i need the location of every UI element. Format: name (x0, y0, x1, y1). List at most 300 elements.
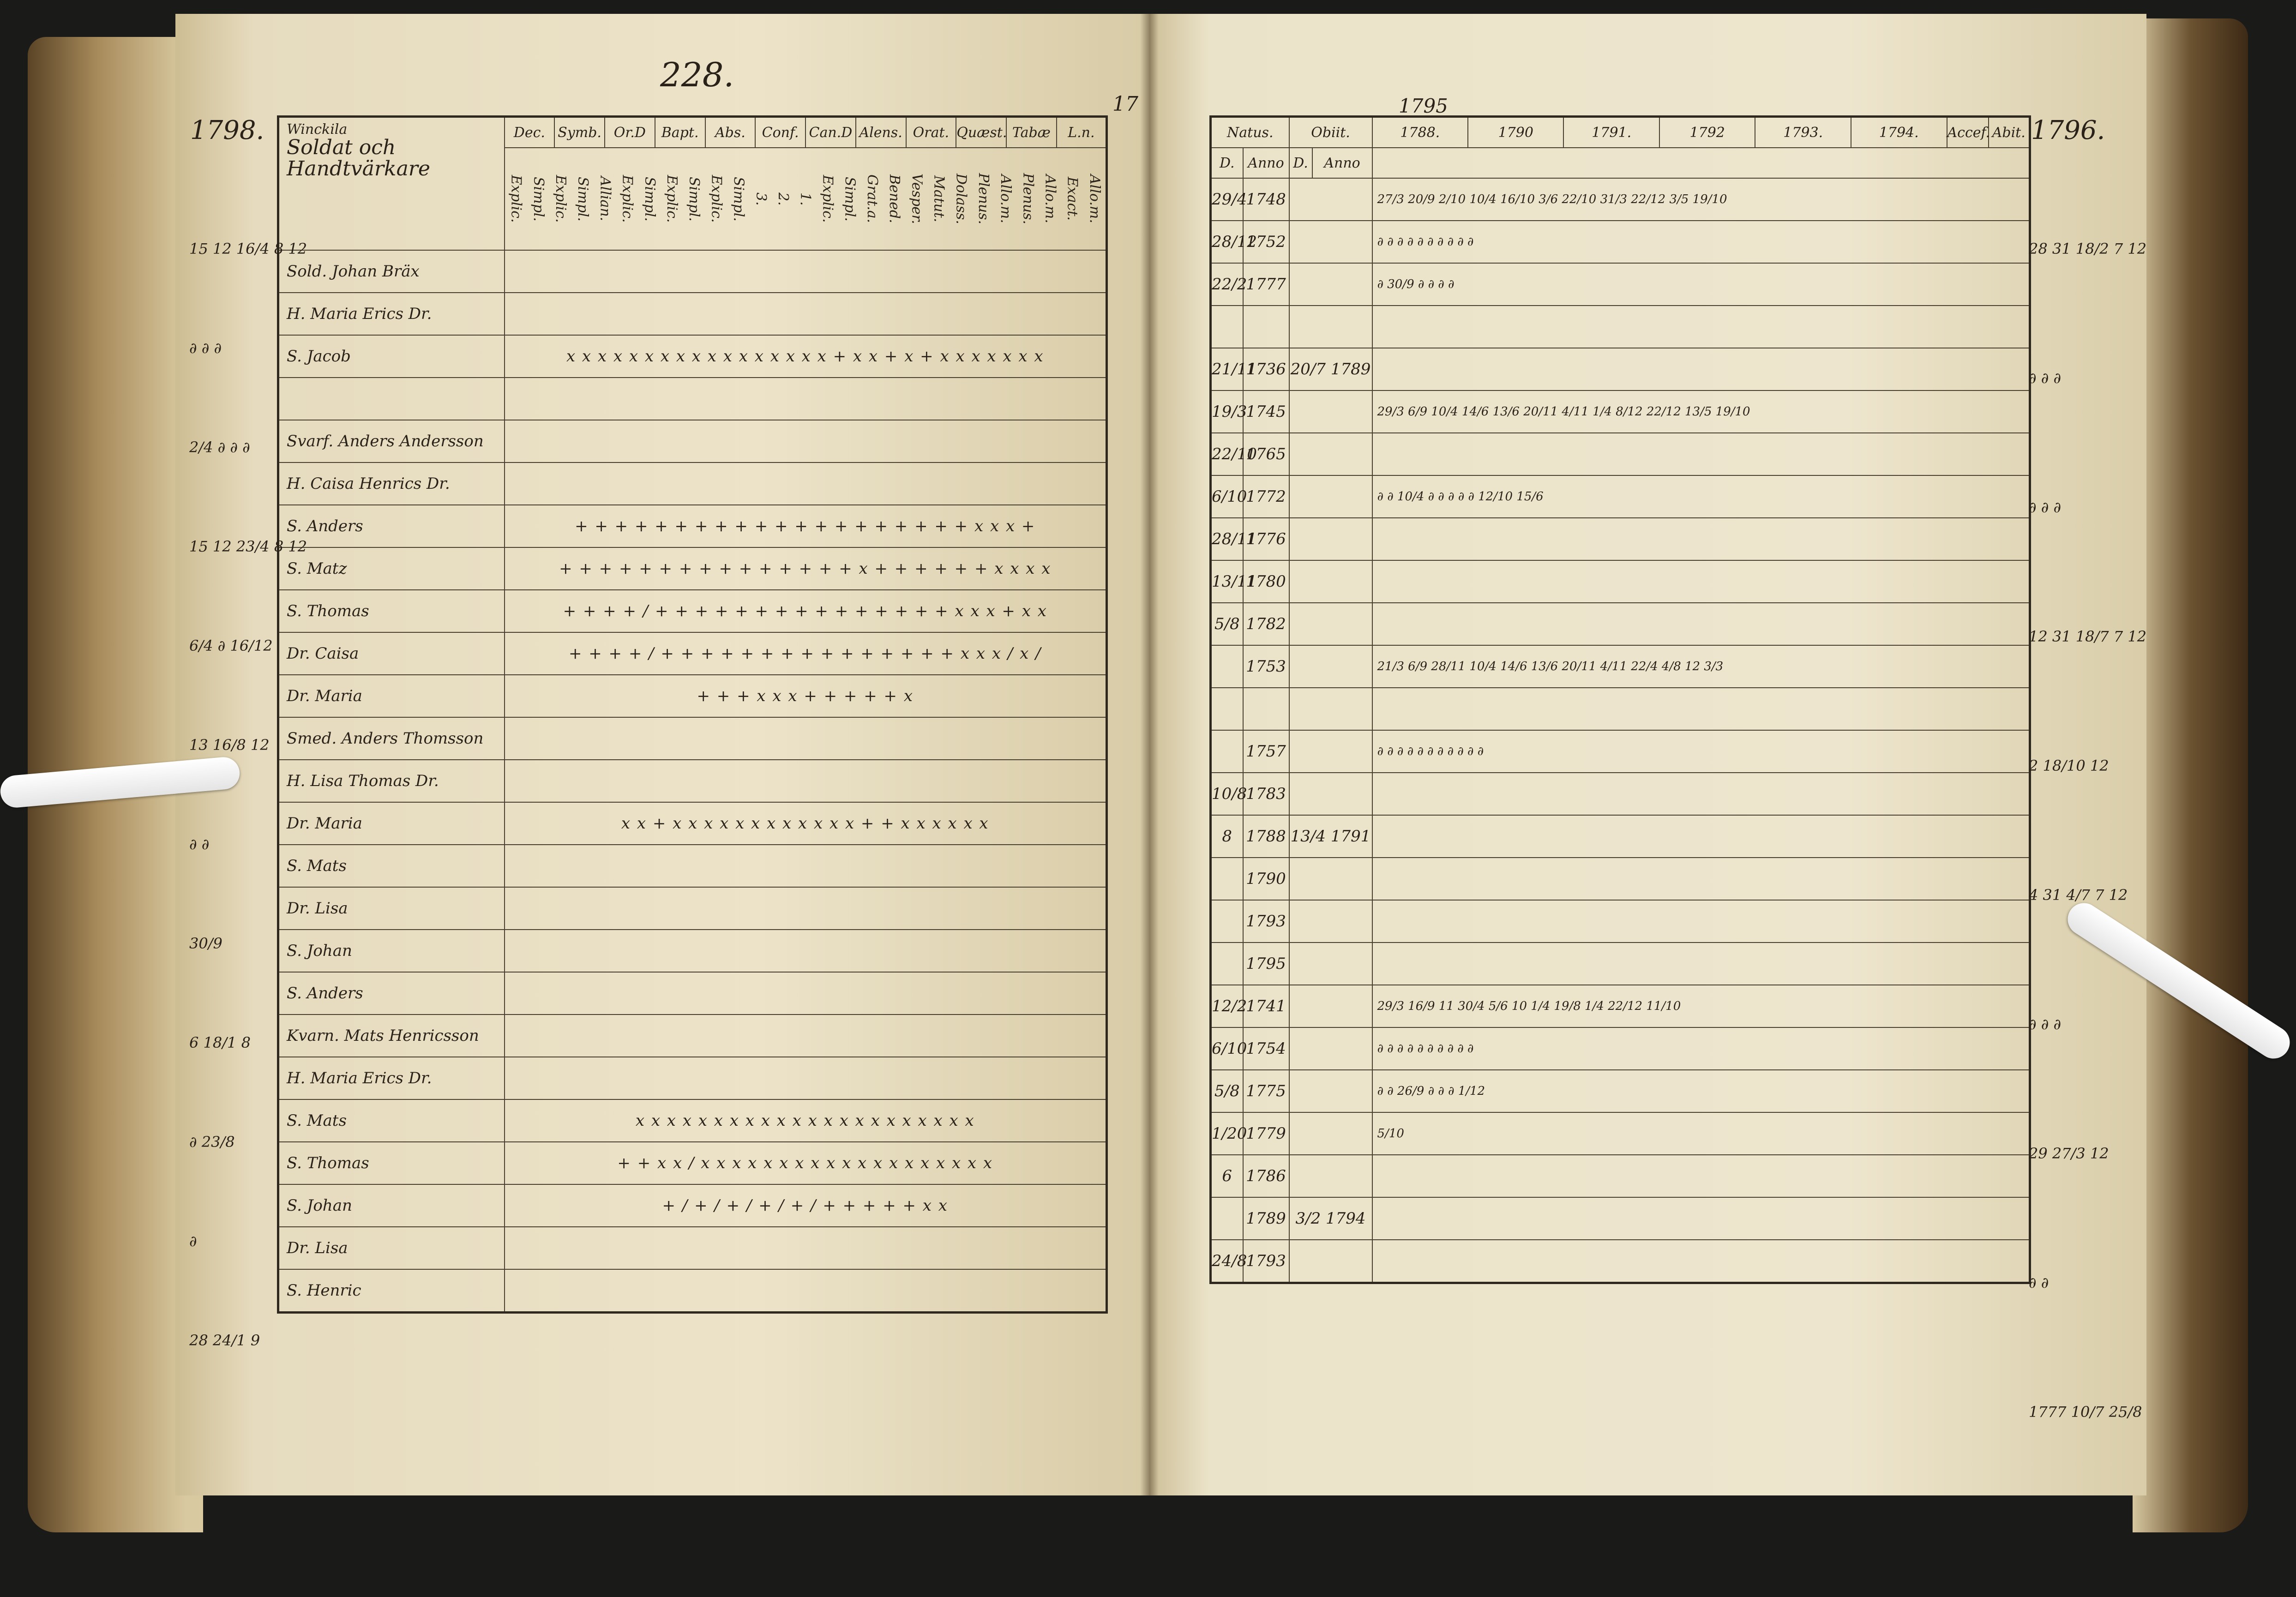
birth-year: 1776 (1243, 518, 1289, 560)
page-number-right: 17 (1112, 92, 1138, 116)
birth-year: 1780 (1243, 560, 1289, 603)
death-record (1289, 221, 1372, 263)
right-table-row (1211, 1027, 2030, 1070)
resident-name: S. Johan (278, 930, 505, 972)
birth-year: 1772 (1243, 475, 1289, 518)
right-table-row (1211, 645, 2030, 688)
left-ledger-table (277, 115, 1108, 1314)
death-record (1289, 560, 1372, 603)
birth-year: 1775 (1243, 1070, 1289, 1112)
death-record (1289, 1240, 1372, 1283)
left-subheader-8: Simpl. (686, 176, 703, 222)
left-col-group-2: Or.D (605, 117, 655, 148)
birth-day (1211, 1197, 1243, 1240)
birth-day: 21/11 (1211, 348, 1243, 390)
birth-day (1211, 306, 1243, 348)
exam-marks (505, 462, 1107, 505)
right-table-row (1211, 306, 2030, 348)
right-margin-note: 12 31 18/7 7 12 (2029, 628, 2147, 645)
left-col-group-5: Conf. (755, 117, 805, 148)
right-header-2: 1788. (1372, 117, 1468, 148)
right-table-row (1211, 221, 2030, 263)
right-header-7: 1794. (1851, 117, 1947, 148)
yearly-notes: ∂ ∂ 10/4 ∂ ∂ ∂ ∂ ∂ 12/10 15/6 (1372, 475, 2030, 518)
household-subtitle-1: Soldat och (287, 135, 396, 159)
death-record (1289, 603, 1372, 645)
right-header-6: 1793. (1755, 117, 1851, 148)
right-margin-note: 1777 10/7 25/8 (2029, 1403, 2142, 1421)
death-record (1289, 390, 1372, 433)
right-header-0: Natus. (1211, 117, 1289, 148)
birth-year: 1790 (1243, 858, 1289, 900)
yearly-notes: ∂ 30/9 ∂ ∂ ∂ ∂ (1372, 263, 2030, 306)
left-col-group-4: Abs. (705, 117, 756, 148)
book-cover-right (2133, 18, 2248, 1532)
death-record (1289, 1070, 1372, 1112)
birth-day: 12/2 (1211, 985, 1243, 1027)
left-margin-note: 6/4 ∂ 16/12 (189, 637, 273, 654)
resident-name: S. Mats (278, 1099, 505, 1142)
yearly-notes: 29/3 16/9 11 30/4 5/6 10 1/4 19/8 1/4 22/12 11/10 (1372, 985, 2030, 1027)
yearly-notes: ∂ ∂ ∂ ∂ ∂ ∂ ∂ ∂ ∂ ∂ ∂ (1372, 730, 2030, 773)
left-table-row (278, 675, 1107, 717)
left-subheader-22: Allo.m. (998, 174, 1014, 223)
birth-year: 1753 (1243, 645, 1289, 688)
left-margin-note: 28 24/1 9 (189, 1332, 260, 1349)
right-table-row (1211, 1240, 2030, 1283)
yearly-notes: ∂ ∂ ∂ ∂ ∂ ∂ ∂ ∂ ∂ ∂ (1372, 221, 2030, 263)
left-subheader-cell (505, 148, 1107, 250)
birth-day: 1/20 (1211, 1112, 1243, 1155)
exam-marks (505, 1269, 1107, 1313)
death-record (1289, 518, 1372, 560)
birth-day (1211, 730, 1243, 773)
right-header-5: 1792 (1659, 117, 1755, 148)
exam-marks: + + + x x x + + + + + x (505, 675, 1107, 717)
right-table-row (1211, 475, 2030, 518)
left-margin-note: 15 12 16/4 8 12 (189, 240, 307, 258)
yearly-notes (1372, 560, 2030, 603)
resident-name: S. Anders (278, 972, 505, 1015)
birth-day: 6/10 (1211, 1027, 1243, 1070)
resident-name (278, 378, 505, 420)
birth-year: 1788 (1243, 815, 1289, 858)
left-col-group-7: Alens. (856, 117, 906, 148)
right-header-4: 1791. (1563, 117, 1659, 148)
birth-year: 1748 (1243, 178, 1289, 221)
death-record (1289, 645, 1372, 688)
right-table-row (1211, 560, 2030, 603)
birth-year: 1752 (1243, 221, 1289, 263)
yearly-notes: 27/3 20/9 2/10 10/4 16/10 3/6 22/10 31/3 22/12 3/5 19/10 (1372, 178, 2030, 221)
death-record (1289, 1112, 1372, 1155)
exam-marks: x x x x x x x x x x x x x x x x x + x x + x + x x x x x x x (505, 335, 1107, 378)
birth-day: 5/8 (1211, 603, 1243, 645)
left-table-row (278, 1227, 1107, 1269)
right-header-1: Obiit. (1289, 117, 1372, 148)
resident-name: S. Jacob (278, 335, 505, 378)
death-record (1289, 1027, 1372, 1070)
left-subheader-23: Plenus. (1020, 173, 1036, 225)
year-right: 1796. (2031, 115, 2105, 145)
left-subheader-14: Explic. (819, 175, 836, 223)
left-col-group-8: Orat. (906, 117, 956, 148)
birth-year: 1793 (1243, 1240, 1289, 1283)
yearly-notes (1372, 1155, 2030, 1197)
yearly-notes: ∂ ∂ 26/9 ∂ ∂ ∂ 1/12 (1372, 1070, 2030, 1112)
birth-year: 1786 (1243, 1155, 1289, 1197)
right-header-3: 1790 (1468, 117, 1563, 148)
right-table-row (1211, 943, 2030, 985)
exam-marks: x x + x x x x x x x x x x x x + + x x x x x x (505, 802, 1107, 845)
birth-year: 1736 (1243, 348, 1289, 390)
left-col-group-10: Tabæ (1006, 117, 1057, 148)
death-record (1289, 433, 1372, 475)
right-margin-note: 4 31 4/7 7 12 (2029, 886, 2128, 904)
yearly-notes (1372, 1240, 2030, 1283)
left-table-row (278, 802, 1107, 845)
death-record (1289, 178, 1372, 221)
birth-year: 1745 (1243, 390, 1289, 433)
birth-year: 1795 (1243, 943, 1289, 985)
resident-name: H. Maria Erics Dr. (278, 293, 505, 335)
left-margin-note: ∂ ∂ ∂ (189, 339, 222, 357)
yearly-notes: 5/10 (1372, 1112, 2030, 1155)
yearly-notes (1372, 348, 2030, 390)
birth-day: 6 (1211, 1155, 1243, 1197)
left-col-group-0: Dec. (505, 117, 555, 148)
left-table-row (278, 1015, 1107, 1057)
left-table-row (278, 335, 1107, 378)
birth-day: 22/2 (1211, 263, 1243, 306)
death-record (1289, 475, 1372, 518)
exam-marks: + / + / + / + / + / + + + + + x x (505, 1184, 1107, 1227)
right-table-row (1211, 178, 2030, 221)
left-margin-note: ∂ 23/8 (189, 1133, 235, 1151)
yearly-notes (1372, 858, 2030, 900)
death-record (1289, 730, 1372, 773)
resident-name: Svarf. Anders Andersson (278, 420, 505, 462)
resident-name: Dr. Caisa (278, 632, 505, 675)
left-subheader-3: Simpl. (575, 176, 591, 222)
left-subheader-13: 1. (797, 192, 814, 206)
death-record (1289, 773, 1372, 815)
right-margin-note: 28 31 18/2 7 12 (2029, 240, 2147, 258)
resident-name: S. Johan (278, 1184, 505, 1227)
right-table-row (1211, 1155, 2030, 1197)
exam-marks (505, 887, 1107, 930)
exam-marks (505, 760, 1107, 802)
yearly-notes: ∂ ∂ ∂ ∂ ∂ ∂ ∂ ∂ ∂ ∂ (1372, 1027, 2030, 1070)
left-margin-note: ∂ ∂ (189, 835, 210, 853)
right-table-row (1211, 433, 2030, 475)
right-table-row (1211, 1070, 2030, 1112)
exam-marks: + + + + + + + + + + + + + + + + + + + + x x x + (505, 505, 1107, 547)
exam-marks (505, 293, 1107, 335)
birth-day: 29/4 (1211, 178, 1243, 221)
exam-marks (505, 1227, 1107, 1269)
left-table-body (278, 250, 1107, 1313)
yearly-notes: 21/3 6/9 28/11 10/4 14/6 13/6 20/11 4/11 22/4 4/8 12 3/3 (1372, 645, 2030, 688)
birth-day (1211, 943, 1243, 985)
right-margin-note: ∂ ∂ ∂ (2029, 498, 2061, 516)
yearly-notes (1372, 518, 2030, 560)
birth-year: 1782 (1243, 603, 1289, 645)
right-table-row (1211, 390, 2030, 433)
right-header-row (1211, 117, 2030, 148)
birth-day: 28/12 (1211, 221, 1243, 263)
left-margin-note: 15 12 23/4 8 12 (189, 538, 307, 555)
death-record (1289, 1155, 1372, 1197)
left-table-row (278, 887, 1107, 930)
left-table-row (278, 250, 1107, 293)
resident-name: Smed. Anders Thomsson (278, 717, 505, 760)
left-subheader-9: Explic. (708, 175, 725, 223)
right-table-row (1211, 1112, 2030, 1155)
birth-year (1243, 306, 1289, 348)
birth-day: 24/8 (1211, 1240, 1243, 1283)
right-table-row (1211, 688, 2030, 730)
birth-day (1211, 645, 1243, 688)
right-table-row (1211, 348, 2030, 390)
exam-marks (505, 972, 1107, 1015)
birth-year: 1779 (1243, 1112, 1289, 1155)
death-record (1289, 900, 1372, 943)
birth-year: 1777 (1243, 263, 1289, 306)
resident-name: Kvarn. Mats Henricsson (278, 1015, 505, 1057)
death-record (1289, 306, 1372, 348)
right-table-row (1211, 900, 2030, 943)
right-table-row (1211, 730, 2030, 773)
birth-year: 1765 (1243, 433, 1289, 475)
resident-name: S. Henric (278, 1269, 505, 1313)
year-top-note: 1795 (1399, 95, 1448, 117)
resident-name: H. Lisa Thomas Dr. (278, 760, 505, 802)
birth-day: 19/3 (1211, 390, 1243, 433)
left-subheader-0: Explic. (508, 175, 524, 223)
right-subheader-filler (1372, 148, 2030, 178)
death-record (1289, 858, 1372, 900)
household-title-cell (278, 117, 505, 251)
resident-name: S. Anders (278, 505, 505, 547)
left-table-row (278, 462, 1107, 505)
resident-name: S. Matz (278, 547, 505, 590)
left-margin-note: 13 16/8 12 (189, 736, 270, 754)
birth-day: 6/10 (1211, 475, 1243, 518)
left-subheader-20: Dolass. (953, 174, 969, 224)
left-subheader-11: 3. (752, 192, 769, 206)
death-record (1289, 985, 1372, 1027)
left-margin-note: 2/4 ∂ ∂ ∂ (189, 438, 250, 456)
right-table-row (1211, 815, 2030, 858)
exam-marks (505, 717, 1107, 760)
household-subtitle-2: Handtvärkare (287, 156, 430, 180)
resident-name: S. Thomas (278, 590, 505, 632)
exam-marks (505, 1057, 1107, 1099)
right-ledger-table (1209, 115, 2031, 1284)
right-table-body (1211, 178, 2030, 1283)
page-number-left: 228. (660, 55, 734, 94)
exam-marks (505, 378, 1107, 420)
year-left: 1798. (190, 115, 264, 145)
left-margin-note: ∂ (189, 1232, 197, 1250)
birth-year: 1789 (1243, 1197, 1289, 1240)
birth-day (1211, 900, 1243, 943)
right-table-row (1211, 263, 2030, 306)
death-record (1289, 688, 1372, 730)
yearly-notes (1372, 900, 2030, 943)
right-subheader-2: D. (1289, 148, 1312, 178)
left-subheader-16: Grat.a. (864, 174, 880, 223)
birth-year (1243, 688, 1289, 730)
left-subheader-5: Explic. (619, 175, 636, 223)
right-table-row (1211, 603, 2030, 645)
right-table-row (1211, 518, 2030, 560)
left-table-row (278, 1142, 1107, 1184)
left-subheader-15: Simpl. (841, 176, 858, 222)
right-table-row (1211, 858, 2030, 900)
right-margin-note: ∂ ∂ (2029, 1274, 2049, 1291)
left-subheader-21: Plenus. (975, 173, 992, 225)
resident-name: Sold. Johan Bräx (278, 250, 505, 293)
left-subheader-19: Matut. (931, 175, 947, 222)
right-subheader-row (1211, 148, 2030, 178)
right-margin-note: ∂ ∂ ∂ (2029, 1015, 2061, 1033)
exam-marks (505, 420, 1107, 462)
birth-day (1211, 688, 1243, 730)
yearly-notes (1372, 603, 2030, 645)
left-subheader-10: Simpl. (730, 176, 747, 222)
yearly-notes (1372, 773, 2030, 815)
yearly-notes (1372, 433, 2030, 475)
left-table-row (278, 547, 1107, 590)
exam-marks: + + + + / + + + + + + + + + + + + + + + x x x / x / (505, 632, 1107, 675)
left-subheader-24: Allo.m. (1042, 174, 1058, 223)
right-header-8: Accef. (1947, 117, 1989, 148)
exam-marks (505, 930, 1107, 972)
yearly-notes (1372, 943, 2030, 985)
yearly-notes (1372, 1197, 2030, 1240)
left-table-row (278, 930, 1107, 972)
right-margin-note: 29 27/3 12 (2029, 1145, 2109, 1162)
right-table-row (1211, 773, 2030, 815)
left-margin-note: 6 18/1 8 (189, 1034, 251, 1051)
left-table-row (278, 590, 1107, 632)
left-subheader-4: Allian. (597, 176, 613, 222)
left-table-row (278, 293, 1107, 335)
left-col-group-6: Can.D (805, 117, 856, 148)
right-subheader-3: Anno (1312, 148, 1372, 178)
death-record (1289, 943, 1372, 985)
left-table-row (278, 972, 1107, 1015)
birth-year: 1793 (1243, 900, 1289, 943)
left-table-row (278, 760, 1107, 802)
resident-name: H. Caisa Henrics Dr. (278, 462, 505, 505)
yearly-notes: 29/3 6/9 10/4 14/6 13/6 20/11 4/11 1/4 8/12 22/12 13/5 19/10 (1372, 390, 2030, 433)
left-table-row (278, 632, 1107, 675)
left-table-row (278, 420, 1107, 462)
right-table-row (1211, 1197, 2030, 1240)
resident-name: Dr. Lisa (278, 887, 505, 930)
resident-name: Dr. Maria (278, 675, 505, 717)
resident-name: Dr. Maria (278, 802, 505, 845)
left-subheader-12: 2. (775, 192, 792, 206)
left-subheader-26: Allo.m. (1086, 174, 1103, 223)
resident-name: Dr. Lisa (278, 1227, 505, 1269)
left-subheader-1: Simpl. (530, 176, 547, 222)
left-table-row (278, 1184, 1107, 1227)
death-record: 13/4 1791 (1289, 815, 1372, 858)
left-table-row (278, 845, 1107, 887)
left-col-group-11: L.n. (1057, 117, 1107, 148)
household-title: Winckila (287, 121, 348, 138)
left-header-row (278, 117, 1107, 148)
birth-day: 28/11 (1211, 518, 1243, 560)
birth-year: 1741 (1243, 985, 1289, 1027)
left-col-group-3: Bapt. (655, 117, 705, 148)
birth-day: 5/8 (1211, 1070, 1243, 1112)
left-subheader-2: Explic. (553, 175, 569, 223)
left-table-row (278, 1269, 1107, 1313)
left-col-group-9: Quæst. (956, 117, 1006, 148)
book-gutter (1140, 14, 1159, 1495)
exam-marks (505, 250, 1107, 293)
right-subheader-1: Anno (1243, 148, 1289, 178)
exam-marks: + + x x / x x x x x x x x x x x x x x x x x x x (505, 1142, 1107, 1184)
left-table-row (278, 1057, 1107, 1099)
left-subheader-18: Vesper. (908, 174, 925, 224)
left-subheader-7: Explic. (664, 175, 680, 223)
birth-year: 1754 (1243, 1027, 1289, 1070)
birth-year: 1783 (1243, 773, 1289, 815)
resident-name: H. Maria Erics Dr. (278, 1057, 505, 1099)
left-col-group-1: Symb. (554, 117, 605, 148)
death-record: 20/7 1789 (1289, 348, 1372, 390)
birth-day: 8 (1211, 815, 1243, 858)
birth-day (1211, 858, 1243, 900)
resident-name: S. Mats (278, 845, 505, 887)
birth-day: 13/11 (1211, 560, 1243, 603)
right-subheader-0: D. (1211, 148, 1243, 178)
yearly-notes (1372, 815, 2030, 858)
left-margin-note: 30/9 (189, 935, 222, 952)
right-margin-note: ∂ ∂ ∂ (2029, 369, 2061, 387)
birth-day: 10/8 (1211, 773, 1243, 815)
birth-day: 22/10 (1211, 433, 1243, 475)
death-record: 3/2 1794 (1289, 1197, 1372, 1240)
left-table-row (278, 1099, 1107, 1142)
left-table-row (278, 378, 1107, 420)
death-record (1289, 263, 1372, 306)
resident-name: S. Thomas (278, 1142, 505, 1184)
left-subheader-17: Bened. (886, 174, 903, 223)
exam-marks: x x x x x x x x x x x x x x x x x x x x x x (505, 1099, 1107, 1142)
right-margin-note: 2 18/10 12 (2029, 757, 2109, 774)
birth-year: 1757 (1243, 730, 1289, 773)
exam-marks: + + + + + + + + + + + + + + + x + + + + + + x x x x (505, 547, 1107, 590)
left-subheader-6: Simpl. (641, 176, 658, 222)
exam-marks: + + + + / + + + + + + + + + + + + + + + x x x + x x (505, 590, 1107, 632)
left-table-row (278, 717, 1107, 760)
right-header-9: Abit. (1989, 117, 2030, 148)
left-table-row (278, 505, 1107, 547)
exam-marks (505, 845, 1107, 887)
left-subheader-25: Exact. (1064, 177, 1081, 221)
right-table-row (1211, 985, 2030, 1027)
yearly-notes (1372, 688, 2030, 730)
yearly-notes (1372, 306, 2030, 348)
exam-marks (505, 1015, 1107, 1057)
